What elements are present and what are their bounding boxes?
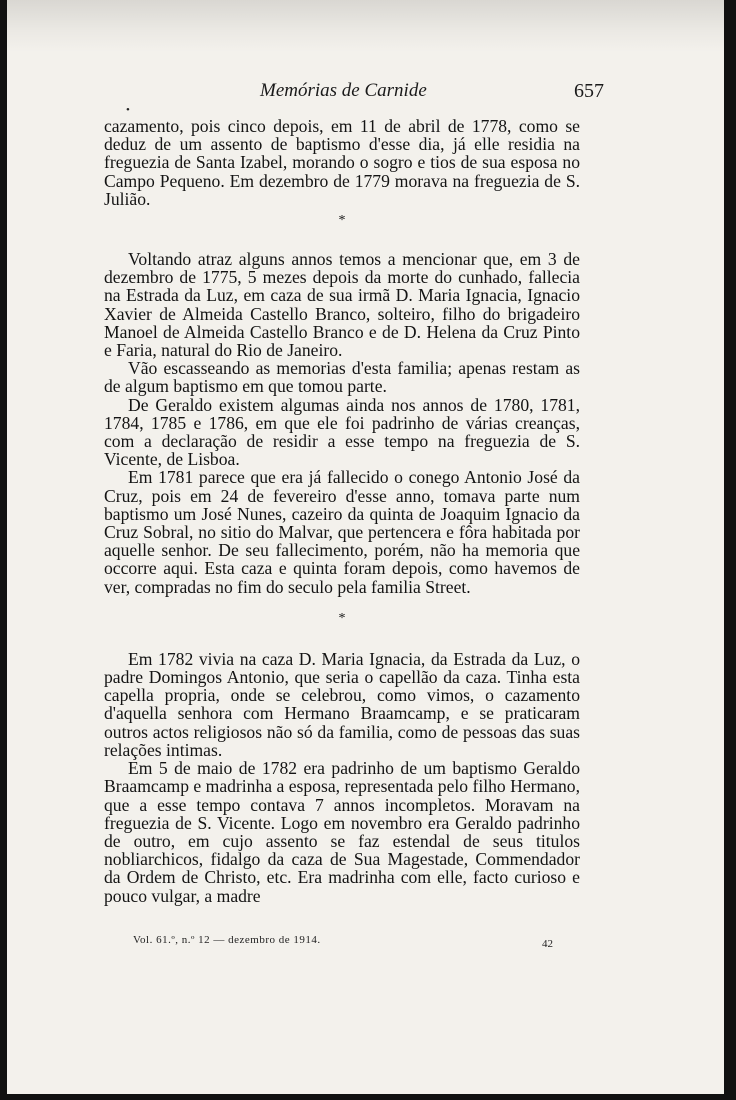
page-header: [104, 80, 604, 106]
paragraph: Voltando atraz alguns annos temos a mencionar que, em 3 de dezembro de 1775, 5 mezes depois da morte do cunhado, fallecia na Estrada da Luz, em caza de sua irmã D. Maria Ignacia, Ignacio Xavier de Almeida Castello Branco, solteiro, filho do brigadeiro Manoel de Almeida Castello Branco e de D. Helena da Cruz Pinto e Faria, natural do Rio de Janeiro.: [104, 249, 580, 361]
paragraph: Em 1782 vivia na caza D. Maria Ignacia, da Estrada da Luz, o padre Domingos Antonio, que seria o capellão da caza. Tinha esta capella propria, onde se celebrou, como vimos, o cazamento d'aquella senhora com Hermano Braamcamp, e se praticaram outros actos religiosos não só da familia, como de pessoas das suas relações intimas.: [104, 648, 580, 760]
paragraph: De Geraldo existem algumas ainda nos annos de 1780, 1781, 1784, 1785 e 1786, em que ele foi padrinho de várias creanças, com a declaração de residir a esse tempo na freguezia de S. Vicente, de Lisboa.: [104, 394, 580, 470]
scan-border-bottom: [0, 1094, 736, 1100]
page-footer: [133, 934, 553, 954]
scan-shadow: [7, 0, 724, 52]
paragraph: Em 5 de maio de 1782 era padrinho de um baptismo Geraldo Braamcamp e madrinha a esposa, representada pelo filho Hermano, que a esse tempo contava 7 annos incompletos. Moravam na freguezia de S. Vicente. Logo em novembro era Geraldo padrinho de outro, em cujo assento se faz estendal de seus titulos nobliarchicos, fidalgo da caza de Sua Magestade, Commendador da Ordem de Christo, etc. Era madrinha com elle, facto curioso e pouco vulgar, a madre: [104, 758, 580, 906]
issue-reference: Vol. 61.º, n.º 12 — dezembro de 1914.: [133, 934, 321, 946]
marginal-mark: •: [126, 104, 130, 116]
body-text: [104, 117, 580, 905]
section-ornament: *: [338, 610, 346, 626]
scan-border-right: [724, 0, 736, 1100]
page-number: 657: [574, 80, 604, 102]
paragraph: Em 1781 parece que era já fallecido o conego Antonio José da Cruz, pois em 24 de fevereiro d'esse anno, tomava parte num baptismo um José Nunes, cazeiro da quinta de Joaquim Ignacio da Cruz Sobral, no sitio do Malvar, que pertencera e fôra habitada por aquelle senhor. De seu fallecimento, porém, não ha memoria que occorre aqui. Esta caza e quinta foram depois, como havemos de ver, compradas no fim do seculo pela familia Street.: [104, 467, 580, 597]
paragraph: cazamento, pois cinco depois, em 11 de abril de 1778, como se deduz de um assento de baptismo d'esse dia, já elle residia na freguezia de Santa Izabel, morando o sogro e tios de sua esposa no Campo Pequeno. Em dezembro de 1779 morava na freguezia de S. Julião.: [104, 116, 580, 209]
paragraph: Vão escasseando as memorias d'esta familia; apenas restam as de algum baptismo em que tomou parte.: [104, 358, 580, 397]
signature-mark: 42: [542, 938, 553, 950]
section-ornament: *: [338, 213, 346, 229]
scan-border-left: [0, 0, 7, 1100]
running-title: Memórias de Carnide: [260, 80, 427, 101]
